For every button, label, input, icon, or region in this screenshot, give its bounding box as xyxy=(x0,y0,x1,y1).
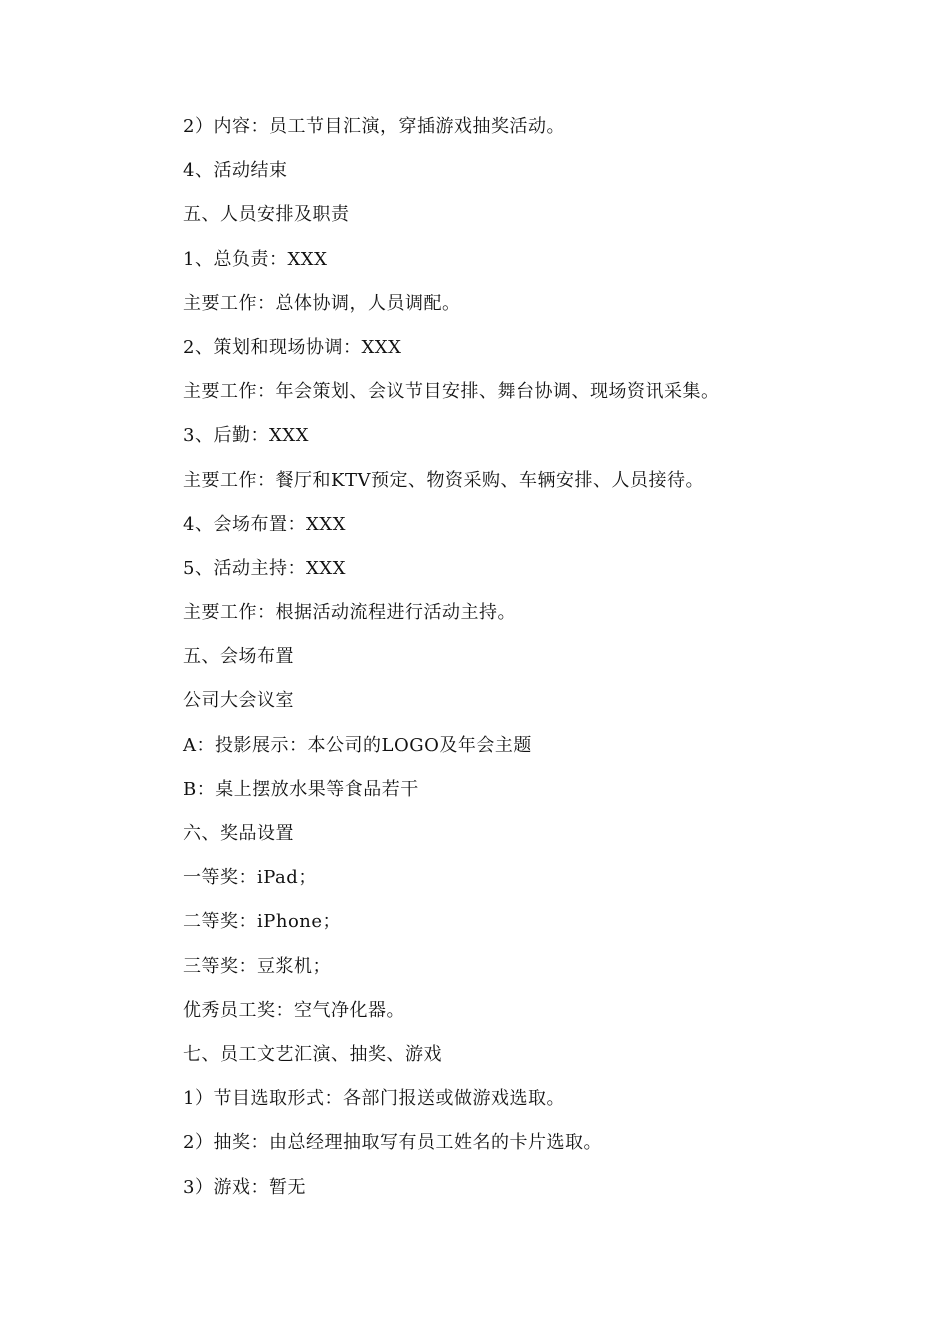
section-heading: 五、会场布置 xyxy=(183,646,294,668)
text-line: 1、总负责：XXX xyxy=(183,248,328,270)
section-heading: 六、奖品设置 xyxy=(183,823,294,844)
text-line: 4、会场布置：XXX xyxy=(183,513,346,535)
section-heading: 五、人员安排及职责 xyxy=(183,204,350,226)
text-line: 主要工作：年会策划、会议节目安排、舞台协调、现场资讯采集。 xyxy=(183,381,720,403)
text-line: 优秀员工奖：空气净化器。 xyxy=(183,999,405,1021)
text-line: B：桌上摆放水果等食品若干 xyxy=(183,778,419,800)
text-line: 2）抽奖：由总经理抽取写有员工姓名的卡片选取。 xyxy=(183,1132,602,1154)
text-line: 主要工作：根据活动流程进行活动主持。 xyxy=(183,602,516,624)
text-line: 主要工作：餐厅和KTV预定、物资采购、车辆安排、人员接待。 xyxy=(183,469,704,491)
section-heading: 4、活动结束 xyxy=(183,160,288,182)
text-line: 3、后勤：XXX xyxy=(183,425,309,447)
document-body xyxy=(183,112,823,1217)
text-line: 公司大会议室 xyxy=(183,690,294,712)
text-line: 二等奖：iPhone； xyxy=(183,911,342,933)
text-line: A：投影展示：本公司的LOGO及年会主题 xyxy=(183,734,532,756)
text-line: 1）节目选取形式：各部门报送或做游戏选取。 xyxy=(183,1088,565,1110)
text-line: 三等奖：豆浆机； xyxy=(183,955,331,977)
text-line: 一等奖：iPad； xyxy=(183,867,317,889)
text-line: 2）内容：员工节目汇演，穿插游戏抽奖活动。 xyxy=(183,116,565,137)
text-line: 3）游戏：暂无 xyxy=(183,1176,306,1198)
text-line: 5、活动主持：XXX xyxy=(183,557,346,579)
text-line: 2、策划和现场协调：XXX xyxy=(183,336,402,358)
section-heading: 七、员工文艺汇演、抽奖、游戏 xyxy=(183,1043,442,1065)
text-line: 主要工作：总体协调，人员调配。 xyxy=(183,292,461,314)
